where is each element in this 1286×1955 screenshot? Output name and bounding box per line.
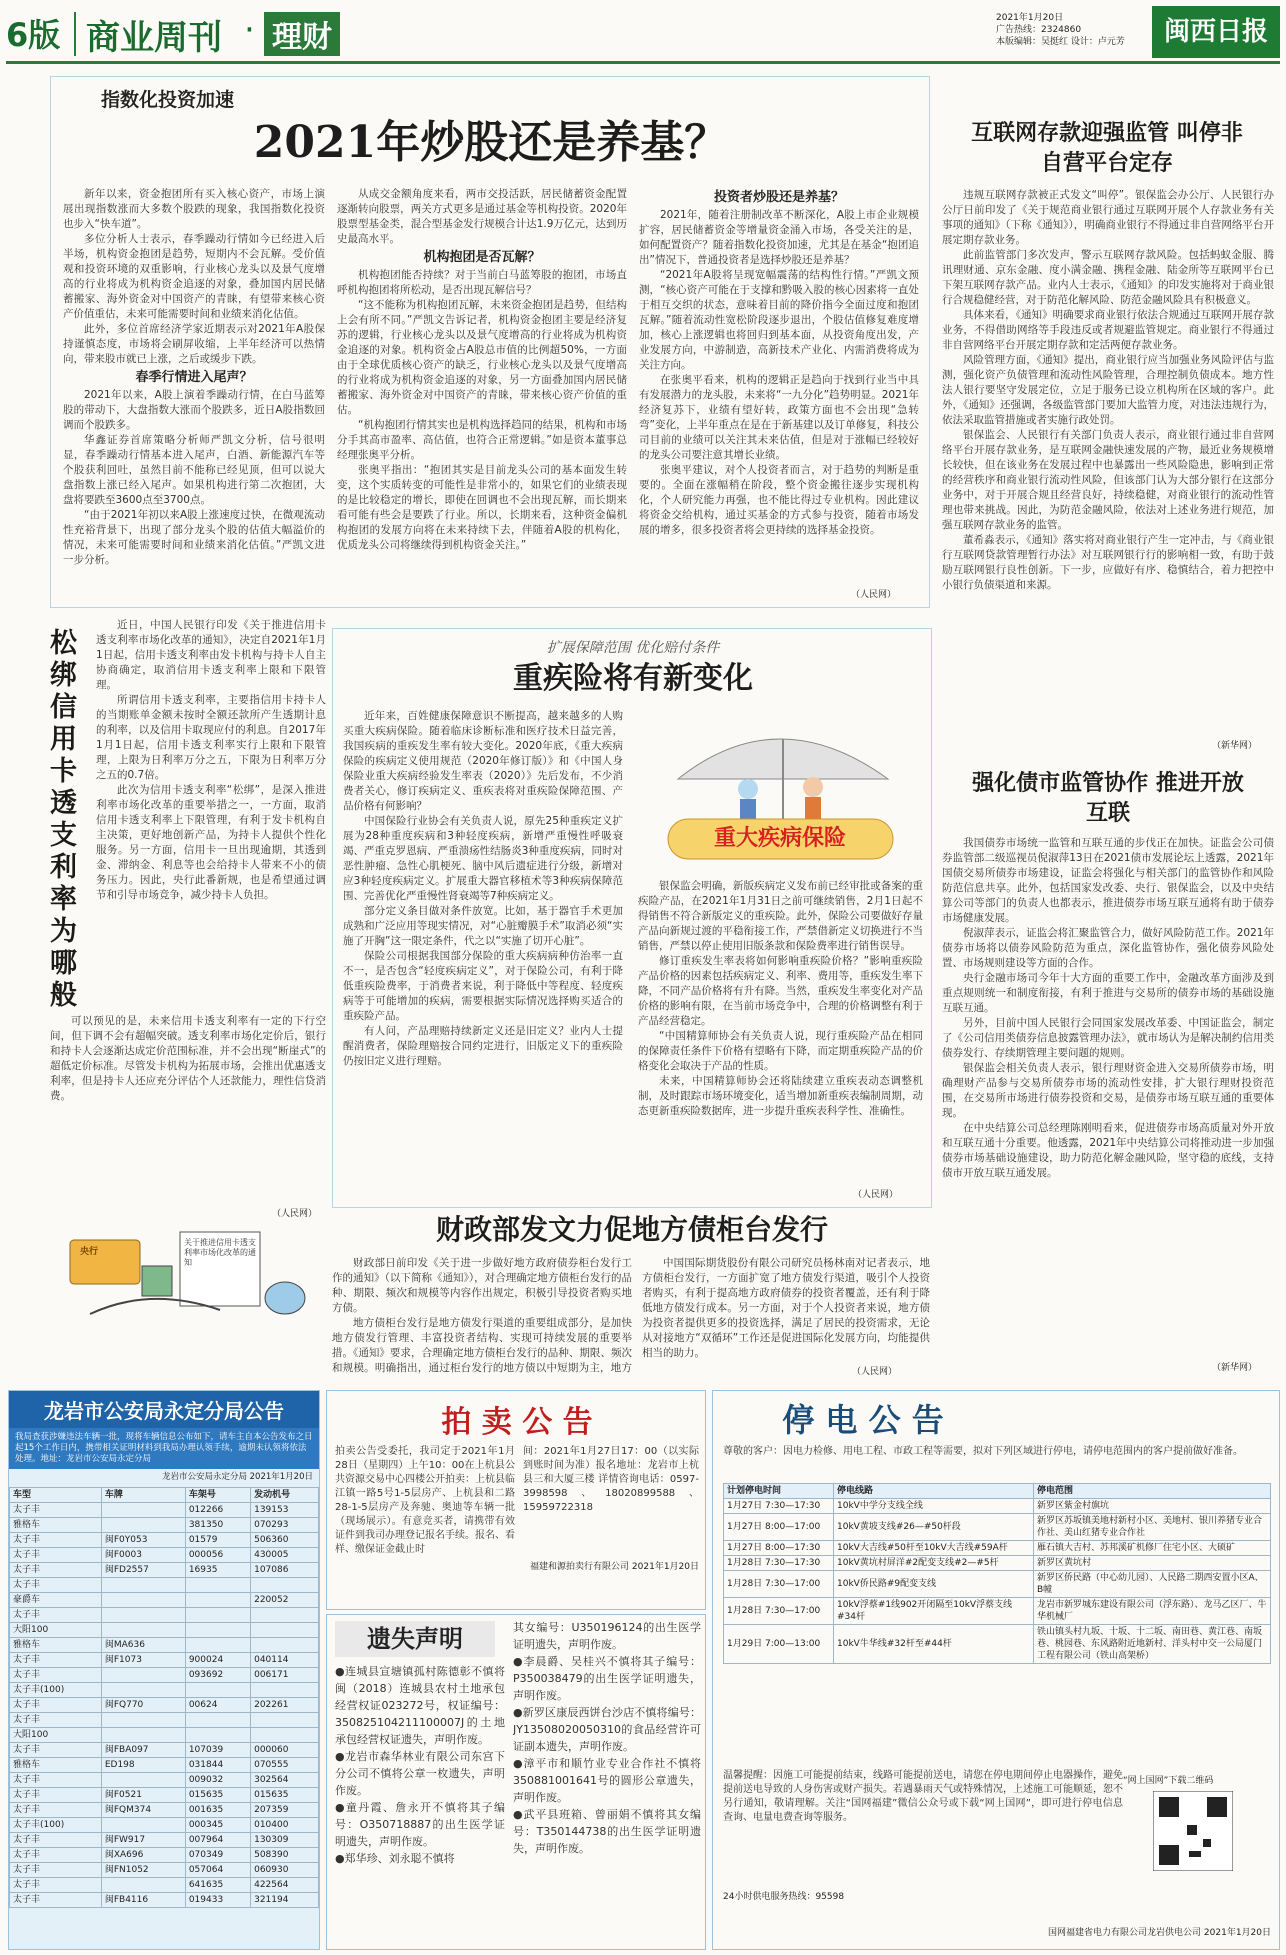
table-cell: 093692 [185, 1668, 250, 1683]
bond-article [942, 768, 1274, 1378]
illustration-label: 央行 [80, 1247, 99, 1257]
table-cell: 铁山镇头村九坂、十坂、十二坂、南田巷、黄江巷、南坂巷、桃园巷、东风路附近地新村、洋头村中交一公局厦门工程有限公司（铁山高架桥） [1034, 1625, 1271, 1664]
table-cell: 大阳100 [10, 1623, 102, 1638]
auction-notice [326, 1390, 706, 1610]
main-col1 [63, 187, 325, 582]
table-row [10, 1818, 319, 1833]
table-cell: 1月28日 7:30—17:30 [724, 1556, 834, 1571]
table-header: 停电线路 [834, 1484, 1034, 1499]
table-cell: 001635 [185, 1803, 250, 1818]
paragraph: 具体来看，《通知》明确要求商业银行依法合规通过互联网开展存款业务，不得借助网络等手段违反或者规避监管规定。商业银行不得通过非自营网络平台开展定期存款和定活两便存款业务。 [942, 309, 1274, 351]
internet-article [942, 118, 1274, 758]
table-row [724, 1625, 1271, 1664]
paragraph: “中国精算师协会有关负责人说，现行重疾险产品在相同的保障责任条件下价格有望略有下降，而定期重疾险产品的价格变化会取决于产品的性质。 [638, 1030, 923, 1072]
table-cell [101, 1578, 185, 1593]
table-row [10, 1863, 319, 1878]
table-cell: 1月28日 7:30—17:00 [724, 1598, 834, 1625]
table-cell: 000060 [251, 1743, 319, 1758]
table-row [10, 1668, 319, 1683]
table-cell: 01579 [185, 1533, 250, 1548]
table-cell: 040114 [251, 1653, 319, 1668]
main-subheading-3: 投资者炒股还是养基？ [713, 190, 844, 205]
table-cell: 雅格车 [10, 1638, 102, 1653]
table-row [724, 1598, 1271, 1625]
table-cell: 202261 [251, 1698, 319, 1713]
table-cell: 太子丰 [10, 1548, 102, 1563]
table-cell: 新罗区紫金村旗坑 [1034, 1499, 1271, 1514]
table-cell: 太子丰 [10, 1533, 102, 1548]
paragraph: 2021年以来，A股上演着季躁动行情，在白马蓝筹股的带动下，大盘指数大涨而个股跌多，近日A股指数回调而个股跌多。 [63, 389, 325, 431]
table-cell: 10kV黄坑村屏洋#2配变支线#2—#5杆 [834, 1556, 1034, 1571]
credit-text-bottom [50, 1014, 326, 1208]
table-cell: 闽FQ770 [101, 1698, 185, 1713]
credit-article [50, 618, 328, 1318]
table-cell: 闽XA696 [101, 1848, 185, 1863]
table-row [10, 1743, 319, 1758]
lost-statement [326, 1614, 706, 1950]
insurance-illustration [638, 709, 923, 869]
table-cell: 大阳100 [10, 1728, 102, 1743]
lost-item: ●新罗区康辰西饼台沙店不慎将编号：JY13508020050310的食品经营许可证副本遗失，声明作废。 [513, 1706, 701, 1753]
table-cell [101, 1608, 185, 1623]
table-cell: 006171 [251, 1668, 319, 1683]
paragraph: 银保监会明确，新版疾病定义发布前已经审批或备案的重疾险产品，在2021年1月31日之前可继续销售，2月1日起不得销售不符合新版定义的重疾险。此外，保险公司要做好存量产品向新规过渡的平稳衔接工作，严禁借新定义切换进行不当销售，严禁以停止使用旧版条款和保险费率进行销售误导。 [638, 880, 923, 952]
table-cell: 031844 [185, 1758, 250, 1773]
table-cell: 闽F0Y053 [101, 1533, 185, 1548]
paragraph: 此外，多位首席经济学家近期表示对2021年A股保持谨慎态度，市场将会刷屏收缩，上半年经济可以热情向，带来股市就已上涨，之后或缓步下跌。 [63, 323, 325, 365]
main-col3 [639, 187, 919, 597]
table-cell: 太子丰 [10, 1848, 102, 1863]
editors: 本版编辑：吴挺红 设计：卢元芳 [996, 37, 1125, 47]
table-cell: 10kV中学分支线全线 [834, 1499, 1034, 1514]
table-cell: 070349 [185, 1848, 250, 1863]
paragraph: 所谓信用卡透支利率，主要指信用卡持卡人的当期账单金额未按时全额还款所产生透期计息的利率，以及信用卡取现应付的利息。自2017年1月1日起，信用卡透支利率实行上限和下限管理，上限为日利率万分之五，下限为日利率万分之五的0.7倍。 [96, 694, 326, 781]
table-row [10, 1878, 319, 1893]
table-cell: 070293 [251, 1518, 319, 1533]
table-cell: 302564 [251, 1773, 319, 1788]
table-header: 车牌 [101, 1488, 185, 1503]
table-cell: 太子丰 [10, 1743, 102, 1758]
table-row [10, 1518, 319, 1533]
table-cell: 207359 [251, 1803, 319, 1818]
table-cell: 闽FB4116 [101, 1893, 185, 1908]
table-cell: 506360 [251, 1533, 319, 1548]
paragraph: 在张奥平看来，机构的逻辑正是趋向于找到行业当中具有发展潜力的龙头股，未来将“一九分化”趋势明显。2021年经济复苏下，业绩有望好转，政策方面也不会出现“急转弯”变化，上半年重点在是在于新基建以及订单修复，科技公司目前的业绩可以关注其未来估值，但是对于涨幅已经较好的龙头公司要注意其增长业绩。 [639, 374, 919, 461]
insurance-badge: 重大疾病保险 [713, 825, 846, 851]
credit-vertical-title: 松绑信用卡透支利率为哪般 [50, 628, 77, 1011]
table-cell [185, 1623, 250, 1638]
table-row [10, 1788, 319, 1803]
page-number: 6版 [6, 16, 61, 54]
table-cell: 太子丰 [10, 1578, 102, 1593]
police-vehicle-table [9, 1487, 319, 1908]
bond-source: （新华网） [1212, 1363, 1258, 1373]
lost-item: ●郑华珍、刘永聪不慎将 [335, 1852, 455, 1865]
paragraph: 中国国际期货股份有限公司研究员杨林南对记者表示，地方债柜台发行，一方面扩宽了地方债发行渠道，吸引个人投资者购买，有利于提高地方政府债券的投资者覆盖，还有利于降低地方债发行成本。另一方面，对于个人投资者来说，地方债为投资者提供更多的投资选择，满足了居民的投资需求，无论从对接地方“双循环”工作还是促进国际化发展方向，均能提供相当的助力。 [642, 1257, 930, 1359]
main-subheading-1: 春季行情进入尾声？ [135, 370, 253, 385]
paragraph: 近日，中国人民银行印发《关于推进信用卡透支利率市场化改革的通知》，决定自2021年1月1日起，信用卡透支利率由发卡机构与持卡人自主协商确定，取消信用卡透支利率上限和下限管理。 [96, 619, 326, 691]
table-cell [101, 1623, 185, 1638]
table-cell [101, 1683, 185, 1698]
table-cell: 16935 [185, 1563, 250, 1578]
paragraph: 此前监管部门多次发声，警示互联网存款风险。包括蚂蚁金服、腾讯理财通、京东金融、度小满金融、携程金融、陆金所等互联网平台已下架互联网存款产品。业内人士表示，《通知》的印发实施将对于商业银行合规稳健经营，对于防范化解风险、防范金融风险具有积极意义。 [942, 249, 1274, 306]
table-row [10, 1653, 319, 1668]
table-cell: 闽FQM374 [101, 1803, 185, 1818]
table-cell: 太子丰 [10, 1653, 102, 1668]
table-row [10, 1893, 319, 1908]
table-cell [101, 1773, 185, 1788]
table-cell: 000056 [185, 1548, 250, 1563]
table-cell [185, 1608, 250, 1623]
table-cell [101, 1518, 185, 1533]
table-row [724, 1571, 1271, 1598]
main-article [50, 76, 930, 608]
lost-col1 [335, 1663, 505, 1945]
table-cell: 10kV牛华线#32杆至#44杆 [834, 1625, 1034, 1664]
table-cell [185, 1638, 250, 1653]
table-cell [251, 1638, 319, 1653]
table-cell [251, 1608, 319, 1623]
main-col2 [337, 187, 627, 597]
table-cell: 太子丰(100) [10, 1818, 102, 1833]
insurance-headline: 重疾险将有新变化 [513, 661, 753, 696]
power-table-body [724, 1499, 1271, 1664]
table-cell: 009032 [185, 1773, 250, 1788]
table-cell: 太子丰 [10, 1773, 102, 1788]
credit-source: （人民网） [272, 1209, 318, 1219]
table-row [10, 1713, 319, 1728]
table-cell: 闽FN1052 [101, 1863, 185, 1878]
fiscal-col1 [332, 1256, 632, 1376]
table-cell [185, 1683, 250, 1698]
bond-headline: 强化债市监管协作 推进开放互联 [972, 770, 1244, 826]
table-cell: 015635 [251, 1788, 319, 1803]
table-cell: 太子丰 [10, 1563, 102, 1578]
table-cell: 太子丰 [10, 1803, 102, 1818]
illustration-doc: 关于推进信用卡透支利率市场化改革的通知 [184, 1238, 256, 1267]
table-row [10, 1548, 319, 1563]
section-name: 商业周刊 [86, 18, 222, 58]
paragraph: 董希淼表示，《通知》落实将对商业银行产生一定冲击，与《商业银行互联网贷款管理暂行办法》对互联网银行行的影响相一致，有助于鼓励互联网银行良性创新。下一步，应做好有序、稳慎结合，着力把控中小银行负债渠道和来源。 [942, 534, 1274, 591]
table-cell: 太子丰 [10, 1788, 102, 1803]
table-cell: 闽MA636 [101, 1638, 185, 1653]
table-cell [101, 1878, 185, 1893]
table-cell [101, 1503, 185, 1518]
table-cell [185, 1578, 250, 1593]
qr-caption: “网上国网”下载二维码 [1123, 1776, 1214, 1786]
table-cell: 019433 [185, 1893, 250, 1908]
paragraph: 财政部日前印发《关于进一步做好地方政府债券柜台发行工作的通知》（以下简称《通知》），对合理确定地方债柜台发行的品种、期限、频次和规模等内容作出规定，积极引导投资者购买地方债。 [332, 1257, 632, 1314]
table-cell: 1月27日 8:00—17:00 [724, 1514, 834, 1541]
table-row [10, 1683, 319, 1698]
masthead-divider [74, 12, 76, 56]
power-sign: 国网福建省电力有限公司龙岩供电公司 2021年1月20日 [1048, 1928, 1271, 1938]
table-cell: 龙岩市新罗城东建设有限公司（浮东路）、龙马乙区厂、牛华机械厂 [1034, 1598, 1271, 1625]
paragraph: 部分定义条目做对条件放宽。比如，基于器官手术更加成熟和广泛应用等现实情况，对“心脏瓣膜手术”取消必须“实施了开胸”这一限定条件，代之以“实施了切开心脏”。 [343, 905, 623, 947]
table-cell: 太子丰 [10, 1698, 102, 1713]
bond-text [942, 836, 1274, 1360]
internet-source: （新华网） [1212, 741, 1258, 751]
fiscal-article [332, 1212, 932, 1380]
table-cell: 00624 [185, 1698, 250, 1713]
power-intro: 尊敬的客户：因电力检修、用电工程、市政工程等需要，拟对下列区域进行停电，请停电范围内的客户提前做好准备。 [723, 1446, 1243, 1457]
table-header-row [724, 1484, 1271, 1499]
paragraph: 银保监会、人民银行有关部门负责人表示，商业银行通过非自营网络平台开展存款业务，是互联网金融快速发展的产物，最近业务规模增长较快，但在该业务在发展过程中也暴露出一些风险隐患，影响到正常的经营秩序和商业银行流动性风险，但该部门认为大部分银行在这部分业务中，对于开展合规且经营良好，持续稳健，对商业银行的流动性管理也带来挑战。因此，为防范金融风险，依法对上述业务进行规范，加强互联网存款业务的监管。 [942, 429, 1274, 531]
ad-phone: 广告热线：2324860 [996, 25, 1082, 35]
table-cell: 321194 [251, 1893, 319, 1908]
table-cell: 130309 [251, 1833, 319, 1848]
fiscal-col2 [642, 1256, 930, 1364]
qr-code-icon [1153, 1791, 1233, 1871]
paragraph: 2021年，随着注册制改革不断深化，A股上市企业规模扩容，居民储蓄资金等增量资金涌入市场，各受关注的是，如何配置资产？随着指数化投资加速，尤其是在基金“抱团追出”情况下，普通投资者是选择炒股还是养基？ [639, 209, 919, 266]
table-row [724, 1499, 1271, 1514]
main-headline: 2021年炒股还是养基？ [253, 117, 729, 168]
paragraph: 保险公司根据我国部分保险的重大疾病病种仿治率一直不一，是否包含“轻度疾病定义”，对于保险公司，有利于降低重疾险费率，于消费者来说，利于降低中等程度、轻度疾病等于可能增加的疾病，需要根据实际情况选择购买适合的重疾险产品。 [343, 950, 623, 1022]
paragraph: 倪淑萍表示，证监会将汇聚监管合力，做好风险防范工作。2021年债券市场将以债券风险防范为重点，深化监管协作，强化债券风险处置、市场规则建设等方面的合作。 [942, 927, 1274, 969]
table-cell [101, 1728, 185, 1743]
insurance-left-col [343, 709, 623, 1199]
paragraph: “由于2021年初以来A股上涨速度过快，在微观流动性充裕背景下，出现了部分龙头个股的估值大幅溢价的情况，未来可能需要时间和业绩来消化估值。”严凯文进一步分析。 [63, 509, 325, 566]
table-cell: 雁石镇大吉村、苏邦溪矿机修厂住宅小区、大硕矿 [1034, 1541, 1271, 1556]
table-row [10, 1833, 319, 1848]
table-cell: 060930 [251, 1863, 319, 1878]
table-cell: 641635 [185, 1878, 250, 1893]
table-row [10, 1848, 319, 1863]
table-cell: 雅格车 [10, 1518, 102, 1533]
auction-left-text: 拍卖公告受委托，我司定于2021年1月28日（星期四）上午10：00在上杭县公共资源交易中心四楼公开拍卖：上杭县临江镇一路5号1-5层房产、上杭县和二路28-1-5层房产及奔驰、奥迪等车辆一批（现场展示）。有意竞买者，请携带有效证件到我司办理登记报名手续。报名、看样、缴保证金截止时 [335, 1446, 515, 1555]
table-cell [251, 1683, 319, 1698]
insurance-article [332, 628, 932, 1208]
table-cell: 新罗区黄坑村 [1034, 1556, 1271, 1571]
table-cell: ED198 [101, 1758, 185, 1773]
table-row [10, 1593, 319, 1608]
main-kicker: 指数化投资加速 [101, 89, 235, 111]
table-cell [251, 1578, 319, 1593]
table-cell: 000345 [185, 1818, 250, 1833]
insurance-kicker: 扩展保障范围 优化赔付条件 [546, 640, 720, 656]
fiscal-headline: 财政部发文力促地方债柜台发行 [435, 1213, 828, 1246]
masthead-info [996, 12, 1146, 48]
power-tip: 温馨提醒：因施工可能提前结束，线路可能提前送电，请您在停电期间停止电器操作，避免提前送电导致的人身伤害或财产损失。若遇暴雨天气或特殊情况，上述施工可能顺延，恕不另行通知，敬请理解。关注“国网福建”微信公众号或下载“网上国网”，即可进行停电信息查询、电量电费查询等服务。 [723, 1770, 1123, 1823]
table-cell: 381350 [185, 1518, 250, 1533]
police-notice [8, 1390, 320, 1950]
paragraph: 另外，目前中国人民银行会同国家发展改革委、中国证监会，制定了《公司信用类债券信息披露管理办法》，就市场认为是解决制约信用类债券发行、存续期管理主要问题的规则。 [942, 1017, 1274, 1059]
table-cell [101, 1668, 185, 1683]
internet-text [942, 188, 1274, 736]
table-row [10, 1803, 319, 1818]
table-cell: 1月28日 7:30—17:00 [724, 1571, 834, 1598]
paragraph: 近年来，百姓健康保障意识不断提高，越来越多的人购买重大疾病保险。随着临床诊断标准和医疗技术日益完善，我国疾病的重疾发生率有较大变化。2020年底，《重大疾病保险的疾病定义使用规范（2020年修订版）》和《中国人身保险业重大疾病经验发生率表（2020）》先后发布，不少消费者关心，修订疾病定义、重疾表将对重疾险保障范围、产品价格有何影响？ [343, 710, 623, 812]
table-row [10, 1623, 319, 1638]
table-cell: 057064 [185, 1863, 250, 1878]
table-row [10, 1533, 319, 1548]
table-cell: 太子丰 [10, 1608, 102, 1623]
subsection-badge: 理财 [264, 12, 340, 56]
table-header: 车架号 [185, 1488, 250, 1503]
table-cell: 900024 [185, 1653, 250, 1668]
table-row [10, 1503, 319, 1518]
table-row [724, 1541, 1271, 1556]
paragraph: “机构抱团行情其实也是机构选择趋同的结果，机构和市场分手其高市盈率、高估值，也符合正常逻辑。”如是资本董事总经理张奥平分析。 [337, 419, 627, 461]
table-header: 发动机号 [251, 1488, 319, 1503]
table-row [724, 1556, 1271, 1571]
table-cell: 070555 [251, 1758, 319, 1773]
table-cell: 太子丰 [10, 1833, 102, 1848]
credit-text-top [96, 618, 326, 1008]
table-header: 车型 [10, 1488, 102, 1503]
paragraph: 机构抱团能否持续？对于当前白马蓝筹股的抱团，市场直呼机构抱团将所松动，是否出现瓦解信号？ [337, 269, 627, 296]
auction-right-text: 间：2021年1月27日17：00（以实际到账时间为准）报名地址：龙岩市上杭县三和大厦三楼 详情咨询电话：0597-3998598、18020899588、15959722318 [523, 1446, 699, 1513]
paragraph: 地方债柜台发行是地方债发行渠道的重要组成部分，是加快地方债发行管理、丰富投资者结构、实现可持续发展的重要举措。《通知》要求，合理确定地方债柜台发行的品种、期限、频次和规模。明确指出，通过柜台发行的地方债以中短期为主，地方 [332, 1317, 632, 1374]
fiscal-source: （人民网） [852, 1367, 898, 1377]
table-cell: 012266 [185, 1503, 250, 1518]
table-cell: 闽F0003 [101, 1548, 185, 1563]
paragraph: 修订重疾发生率表将如何影响重疾险价格？”影响重疾险产品价格的因素包括疾病定义、利率、费用等，重疾发生率下降，不同产品价格将有升有降。当然，重疾发生率变化对产品价格的影响有限，在当前市场竞争中，合理的价格调整有利于产品经营稳定。 [638, 955, 923, 1027]
lost-item: ●连城县宣塘镇孤村陈德彰不慎将闽（2018）连城县农村土地承包经营权证023272号，权证编号：350825104211100007J的土地承包经营权证遗失，声明作废。 [335, 1665, 505, 1746]
paragraph: 华鑫证券首席策略分析师严凯文分析，信号很明显，春季躁动行情基本进入尾声，白酒、新能源汽车等个股获利回吐，虽然目前不能称已经见顶，但可以说大盘指数上涨已经入尾声。如果机构进行第二次抱团，大盘将要跌至3600点至3700点。 [63, 434, 325, 506]
table-cell: 闽F1073 [101, 1653, 185, 1668]
table-cell: 10kV黄坡支线#26—#50杆段 [834, 1514, 1034, 1541]
masthead-dot: · [244, 10, 255, 50]
table-cell: 10kV大吉线#50杆至10kV大吉线#59A杆 [834, 1541, 1034, 1556]
table-cell: 太子丰 [10, 1713, 102, 1728]
paragraph: 风险管理方面，《通知》提出，商业银行应当加强业务风险评估与监测，强化资产负债管理和流动性风险管理，合理控制负债成本。地方性法人银行要坚守发展定位，立足于服务已设立机构所在区域的客户。此外，《通知》还强调，各级监管部门要加大监管力度，对违法违规行为，依法采取监管措施或者实施行政处罚。 [942, 354, 1274, 426]
paragraph: 张奥平建议，对个人投资者而言，对于趋势的判断是重要的。全面在涨幅稍在阶段，整个资金搬往逐步实现机构化，个人研究能力再强，也不能比得过专业机构。因此建议将资金交给机构，通过买基金的方式参与投资，随着市场发展的增多，很多投资者将会更持续的选择基金投资。 [639, 464, 919, 536]
table-cell: 422564 [251, 1878, 319, 1893]
table-cell: 1月27日 7:30—17:30 [724, 1499, 834, 1514]
masthead [6, 6, 1280, 64]
table-row [10, 1638, 319, 1653]
main-source: （人民网） [851, 590, 897, 600]
main-subheading-2: 机构抱团是否瓦解？ [423, 250, 541, 265]
table-cell: 太子丰(100) [10, 1683, 102, 1698]
table-cell [185, 1728, 250, 1743]
table-cell: 太子丰 [10, 1878, 102, 1893]
table-row [10, 1773, 319, 1788]
table-cell: 107039 [185, 1743, 250, 1758]
table-row [10, 1728, 319, 1743]
lost-item: ●漳平市和顺竹业专业合作社不慎将350881001641号的圆形公章遗失，声明作废。 [513, 1757, 701, 1804]
paragraph: 从成交金额角度来看，两市交投活跃，居民储蓄资金配置逐渐转向股票，两关方式更多是通过基金等机构投资。2020年股票型基金类，混合型基金发行规模合计达1.9万亿元，达到历史最高水平。 [337, 188, 627, 245]
table-header-row [10, 1488, 319, 1503]
issue-date: 2021年1月20日 [996, 13, 1064, 23]
table-cell: 闽FBA097 [101, 1743, 185, 1758]
table-cell [185, 1713, 250, 1728]
paragraph: 有人问，产品理赔持续新定义还是旧定义？业内人士提醒消费者，保险理赔按合同约定进行，旧版定义下的重疾险仍按旧定义进行理赔。 [343, 1025, 623, 1067]
paragraph: 张奥平指出：“抱团其实是目前龙头公司的基本面发生转变，这个实质转变的可能性是非常小的，如果它们的业绩表现的是比较稳定的增长，即使在回调也不会出现瓦解，而长期来看可能有些会是要跌了行业。所以，长期来看，这种资金偏机构抱团的发展方向将在未来持续下去，伴随着A股的机构化，优质龙头公司将继续得到机构资金关注。” [337, 464, 627, 551]
police-intro: 我局查获涉嫌违法车辆一批，现将车辆信息公布如下，请车主自本公告发布之日起15个工作日内，携带相关证明材料到我局办理认领手续，逾期未认领将依法处理。地址：龙岩市公安局永定分局 [9, 1428, 319, 1469]
table-cell: 015635 [185, 1788, 250, 1803]
police-table-body [10, 1503, 319, 1908]
lost-item: ●龙岩市森华林业有限公司东宫下分公司不慎将公章一枚遗失，声明作废。 [335, 1750, 505, 1797]
table-cell: 430005 [251, 1548, 319, 1563]
power-title: 停 电 公 告 [782, 1401, 944, 1439]
table-cell: 豪爵车 [10, 1593, 102, 1608]
police-title: 龙岩市公安局永定分局公告 [9, 1391, 319, 1428]
table-cell: 1月29日 7:00—13:00 [724, 1625, 834, 1664]
paragraph: 未来，中国精算师协会还将陆续建立重疾表动态调整机制，及时跟踪市场环境变化，适当增加新重疾表编制周期，动态更新重疾险数据库，进一步提升重疾表科学性、准确性。 [638, 1075, 923, 1117]
table-cell: 闽FW917 [101, 1833, 185, 1848]
table-cell: 新罗区侨民路（中心幼儿园）、人民路二期西安置小区A、B幢 [1034, 1571, 1271, 1598]
table-header: 计划停电时间 [724, 1484, 834, 1499]
table-cell: 1月27日 8:00—17:30 [724, 1541, 834, 1556]
table-cell: 新罗区苏坂镇美地村新村小区、美地村、银川养猪专业合作社、美山红猪专业合作社 [1034, 1514, 1271, 1541]
police-sign: 龙岩市公安局永定分局 2021年1月20日 [161, 1472, 313, 1482]
table-cell [251, 1713, 319, 1728]
power-hotline: 24小时供电服务热线：95598 [723, 1892, 845, 1902]
lost-item: 其女编号：U350196124的出生医学证明遗失，声明作废。 [513, 1621, 701, 1651]
table-cell [251, 1728, 319, 1743]
table-cell [101, 1593, 185, 1608]
paragraph: 新年以来，资金抱团所有买入核心资产，市场上演展出现指数涨而大多数个股跌的现象，我国指数化投资也步入“快车道”。 [63, 188, 325, 230]
table-row [10, 1563, 319, 1578]
table-cell: 雅格车 [10, 1758, 102, 1773]
table-cell: 10kV侨民路#9配变支线 [834, 1571, 1034, 1598]
paragraph: 在中央结算公司总经理陈刚明看来，促进债券市场高质量对外开放和互联互通十分重要。他透露，2021年中央结算公司将推动进一步加强债券市场基础设施建设，助力防范化解金融风险，坚守稳的底线，支持债市开放互联互通发展。 [942, 1122, 1274, 1179]
lost-item: ●李晨爵、吴桂兴不慎将其子编号：P350038479的出生医学证明遗失，声明作废。 [513, 1655, 701, 1702]
table-cell: 10kV浮蔡#1线902开闭隔至10kV浮蔡支线#34杆 [834, 1598, 1034, 1625]
paragraph: 此次为信用卡透支利率“松绑”，是深入推进利率市场化改革的重要举措之一，一方面，取消信用卡透支利率上下限管理，有利于发卡机构自主决策，更好地创新产品，为持卡人提供个性化服务。另一方面，信用卡一旦出现逾期，其透到金、滞纳金、利息等也会给持卡人带来不小的债务压力。因此，央行此番新规，也是希望通过调节和引导市场竞争，减少持卡人负担。 [96, 784, 326, 901]
table-cell: 太子丰 [10, 1863, 102, 1878]
auction-title: 拍 卖 公 告 [441, 1405, 593, 1440]
power-notice [712, 1390, 1280, 1950]
insurance-source: （人民网） [853, 1190, 899, 1200]
table-cell: 闽F0521 [101, 1788, 185, 1803]
table-cell: 508390 [251, 1848, 319, 1863]
table-cell: 220052 [251, 1593, 319, 1608]
paragraph: 可以预见的是，未来信用卡透支利率有一定的下行空间，但下调不会有超幅突破。透支利率市场化定价后，银行和持卡人会逐渐达成定价范围标准，并不会出现“断崖式”的超低定价标准。尽管发卡机构为拓展市场，会推出优惠透支利率，但是持卡人还应充分评估个人还款能力，理性信贷消费。 [50, 1015, 326, 1102]
table-cell: 139153 [251, 1503, 319, 1518]
paragraph: 银保监会相关负责人表示，银行理财资金进入交易所债券市场，明确理财产品参与交易所债券市场的流动性安排，扩大银行理财投资范围，在交易所市场进行债券投资和交易，是债券市场互联互通的重要体现。 [942, 1062, 1274, 1119]
table-cell: 太子丰 [10, 1893, 102, 1908]
lost-col2 [513, 1619, 701, 1945]
table-cell [101, 1713, 185, 1728]
paragraph: 违规互联网存款被正式发文“叫停”。银保监会办公厅、人民银行办公厅日前印发了《关于规范商业银行通过互联网开展个人存款业务有关事项的通知》（下称《通知》），明确商业银行不得通过非自营网络平台开展定期存款业务。 [942, 189, 1274, 246]
table-cell: 007964 [185, 1833, 250, 1848]
paragraph: “2021年A股将呈现宽幅震荡的结构性行情。”严凯文预测，“核心资产可能在于支撑和黔吸入股的核心因素将一直处于相互交织的状态，意味着目前的降价指今全面过度和抱团瓦解。”随着流动性宽松阶段逐步退出，个股估值修复难度增加，核心上涨逻辑也将回归到基本面，从投资角度出发，产业发展方向，中游制造，高新技术产业化、内需消费将成为关注方向。 [639, 269, 919, 371]
table-row [10, 1758, 319, 1773]
table-cell [101, 1818, 185, 1833]
table-cell [251, 1623, 319, 1638]
table-cell: 太子丰 [10, 1668, 102, 1683]
table-row [10, 1608, 319, 1623]
lost-item: ●童丹霞、詹永开不慎将其子编号：O350718887的出生医学证明遗失，声明作废。 [335, 1801, 505, 1848]
internet-headline: 互联网存款迎强监管 叫停非自营平台定存 [971, 120, 1243, 176]
newspaper-logo: 闽西日报 [1152, 6, 1280, 58]
table-row [10, 1698, 319, 1713]
table-cell [185, 1593, 250, 1608]
insurance-right-col [638, 879, 923, 1184]
paragraph: 央行金融市场司今年十大方面的重要工作中，金融改革方面涉及到重点规则统一和制度衔接，有利于推进与交易所的债券市场的基础设施互联互通。 [942, 972, 1274, 1014]
table-cell: 010400 [251, 1818, 319, 1833]
table-cell: 闽FD2557 [101, 1563, 185, 1578]
table-row [10, 1578, 319, 1593]
table-cell: 太子丰 [10, 1503, 102, 1518]
paragraph: 中国保险行业协会有关负责人说，原先25种重疾定义扩展为28种重度疾病和3种轻度疾病，新增严重慢性呼吸衰竭、严重克罗恩病、严重溃疡性结肠炎3种重度疾病，同时对恶性肿瘤、急性心肌梗死、脑中风后遗症进行分级，新增对应3种轻度疾病定义。扩展重大器官移植术等3种疾病保障范围、完善优化严重慢性肾衰竭等7种疾病定义。 [343, 815, 623, 902]
paragraph: “这不能称为机构抱团瓦解，未来资金抱团是趋势，但结构上会有所不同。”严凯文告诉记者，机构资金抱团主要是经济复苏的逻辑，行业核心龙头以及景气度增高的行业将成为机构资金追逐的对象。机构资金占A股总市值的比例超50%，一方面由于全球优质核心资产的缺乏，行业核心龙头以及景气度增高的行业将成为机构资金追逐的对象，另一方面叠加国内居民储蓄搬家、海外资金对中国资产的青睐，带来核心资产价值的重估。 [337, 299, 627, 416]
table-cell: 107086 [251, 1563, 319, 1578]
paragraph: 我国债券市场统一监管和互联互通的步伐正在加快。证监会公司债券监管部二级巡视员倪淑萍13日在2021债市发展论坛上透露，2021年国债交易所债券市场建设，证监会将强化与相关部门的监管协作和风险防范信息共享。此外，包括国家发改委、央行、银保监会，以及中央结算公司等部门的负责人也都表示，推进债券市场互联互通将有助于债券市场健康发展。 [942, 837, 1274, 924]
power-schedule-table [723, 1483, 1271, 1664]
table-header: 停电范围 [1034, 1484, 1271, 1499]
lost-title: 遗失声明 [335, 1621, 495, 1657]
lost-item: ●武平县班箱、曾丽娟不慎将其女编号：T350144738的出生医学证明遗失，声明作废。 [513, 1808, 701, 1855]
table-row [724, 1514, 1271, 1541]
paragraph: 多位分析人士表示，春季躁动行情如今已经进入后半场，机构资金抱团是趋势，短期内不会瓦解。受价值观和投资环境的双重影响，行业核心龙头以及景气度增高的行业将成为机构资金追逐的对象，叠加国内居民储蓄搬家、海外资金对中国资产的青睐，有望带来核心资产价值重估，未来可能需要时间和业绩来消化估值。 [63, 233, 325, 320]
auction-sign: 福建和源拍卖行有限公司 2021年1月20日 [530, 1562, 699, 1572]
